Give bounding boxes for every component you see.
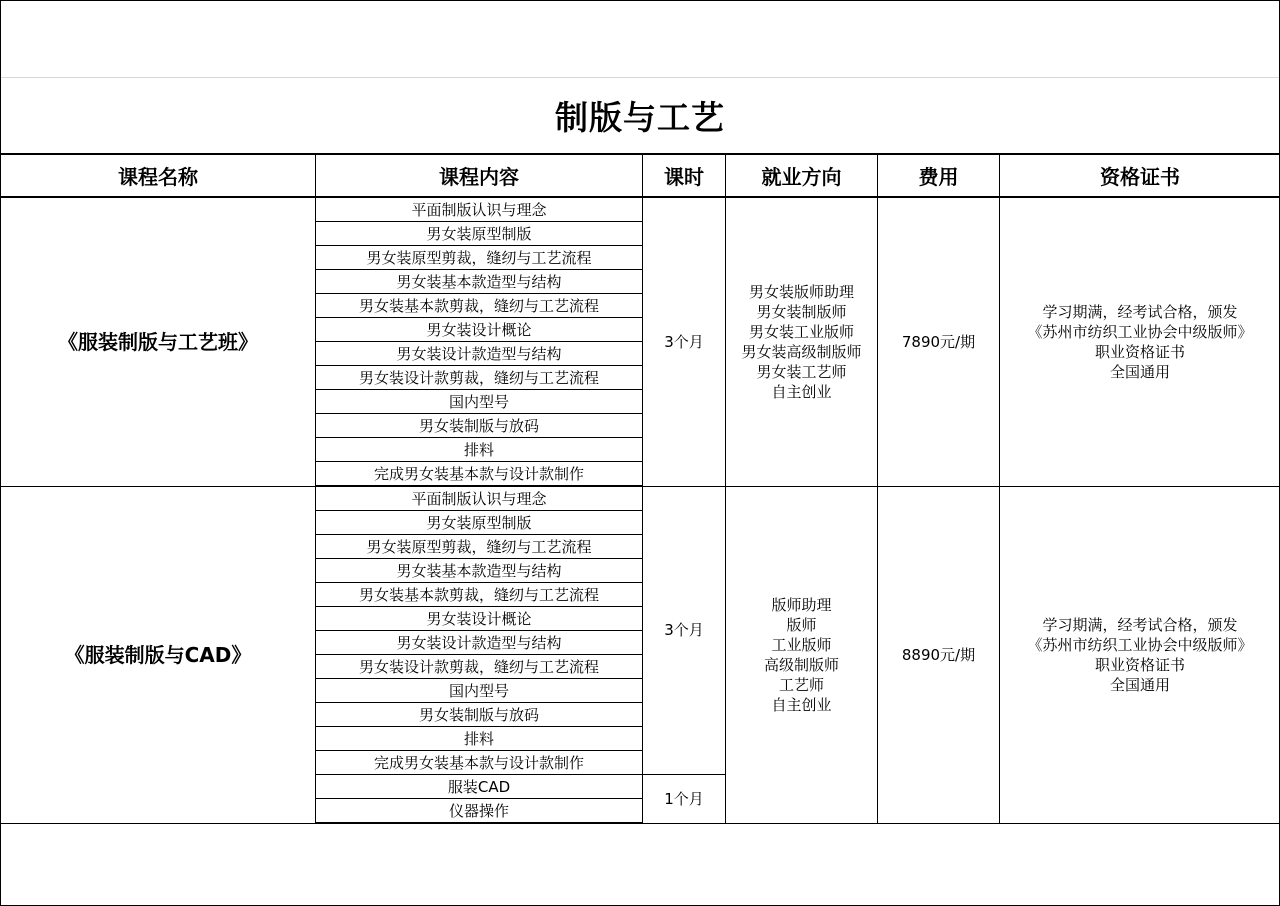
job-item: 版师 <box>786 615 817 634</box>
certificate-line: 学习期满，经考试合格，颁发 <box>1042 302 1238 321</box>
course-content-item: 仪器操作 <box>316 799 643 824</box>
certificate-line: 《苏州市纺织工业协会中级版师》 <box>1027 635 1253 654</box>
course-content-item: 男女装原型剪裁，缝纫与工艺流程 <box>316 246 643 270</box>
course-jobs <box>726 197 878 486</box>
job-item: 男女装版师助理 <box>748 282 854 301</box>
course-hours: 3个月 <box>643 486 726 775</box>
course-content-item: 男女装设计款造型与结构 <box>316 342 643 366</box>
job-item: 版师助理 <box>771 595 832 614</box>
course-certificate <box>1000 197 1280 486</box>
course-content-item: 完成男女装基本款与设计款制作 <box>316 751 643 775</box>
table-header-row <box>1 154 1280 197</box>
job-item: 工艺师 <box>778 675 824 694</box>
header-fee: 费用 <box>878 154 1000 197</box>
course-content-item: 男女装原型剪裁，缝纫与工艺流程 <box>316 535 643 559</box>
course-hours-extra: 1个月 <box>643 775 726 824</box>
header-hours: 课时 <box>643 154 726 197</box>
course-content-item: 男女装原型制版 <box>316 511 643 535</box>
certificate-line: 职业资格证书 <box>1094 655 1185 674</box>
course-content-item: 男女装制版与放码 <box>316 414 643 438</box>
job-item: 自主创业 <box>771 695 832 714</box>
course-content-item: 男女装基本款剪裁，缝纫与工艺流程 <box>316 583 643 607</box>
course-table <box>0 153 1280 824</box>
course-content-item: 男女装设计概论 <box>316 318 643 342</box>
course-content-item: 男女装原型制版 <box>316 222 643 246</box>
job-item: 男女装高级制版师 <box>741 342 862 361</box>
table-row <box>1 197 1280 222</box>
table-row <box>1 486 1280 511</box>
course-content-item: 男女装制版与放码 <box>316 703 643 727</box>
header-jobs: 就业方向 <box>726 154 878 197</box>
course-content-item: 男女装设计款剪裁，缝纫与工艺流程 <box>316 366 643 390</box>
course-content-item: 国内型号 <box>316 679 643 703</box>
certificate-line: 全国通用 <box>1109 362 1170 381</box>
course-name: 《服装制版与CAD》 <box>1 486 316 823</box>
certificate-line: 《苏州市纺织工业协会中级版师》 <box>1027 322 1253 341</box>
course-content-item: 完成男女装基本款与设计款制作 <box>316 462 643 487</box>
course-name: 《服装制版与工艺班》 <box>1 197 316 486</box>
page-title: 制版与工艺 <box>555 97 725 137</box>
course-content-item: 国内型号 <box>316 390 643 414</box>
course-jobs <box>726 486 878 823</box>
course-content-item: 排料 <box>316 727 643 751</box>
job-item: 高级制版师 <box>763 655 839 674</box>
course-fee: 8890元/期 <box>878 486 1000 823</box>
course-content-item: 平面制版认识与理念 <box>316 197 643 222</box>
course-content-item: 男女装基本款剪裁，缝纫与工艺流程 <box>316 294 643 318</box>
certificate-line: 职业资格证书 <box>1094 342 1185 361</box>
course-content-item: 男女装设计款剪裁，缝纫与工艺流程 <box>316 655 643 679</box>
certificate-line: 学习期满，经考试合格，颁发 <box>1042 615 1238 634</box>
course-content-item: 服装CAD <box>316 775 643 799</box>
header-course-content: 课程内容 <box>316 154 643 197</box>
header-certificate: 资格证书 <box>1000 154 1280 197</box>
job-item: 男女装制版师 <box>756 302 847 321</box>
course-certificate <box>1000 486 1280 823</box>
job-item: 男女装工艺师 <box>756 362 847 381</box>
job-item: 自主创业 <box>771 382 832 401</box>
course-content-item: 男女装基本款造型与结构 <box>316 270 643 294</box>
job-item: 工业版师 <box>771 635 832 654</box>
course-hours: 3个月 <box>643 197 726 486</box>
course-content-item: 男女装基本款造型与结构 <box>316 559 643 583</box>
certificate-line: 全国通用 <box>1109 675 1170 694</box>
job-item: 男女装工业版师 <box>748 322 854 341</box>
course-fee: 7890元/期 <box>878 197 1000 486</box>
course-content-item: 男女装设计概论 <box>316 607 643 631</box>
course-content-item: 男女装设计款造型与结构 <box>316 631 643 655</box>
course-content-item: 排料 <box>316 438 643 462</box>
course-content-item: 平面制版认识与理念 <box>316 486 643 511</box>
header-course-name: 课程名称 <box>1 154 316 197</box>
